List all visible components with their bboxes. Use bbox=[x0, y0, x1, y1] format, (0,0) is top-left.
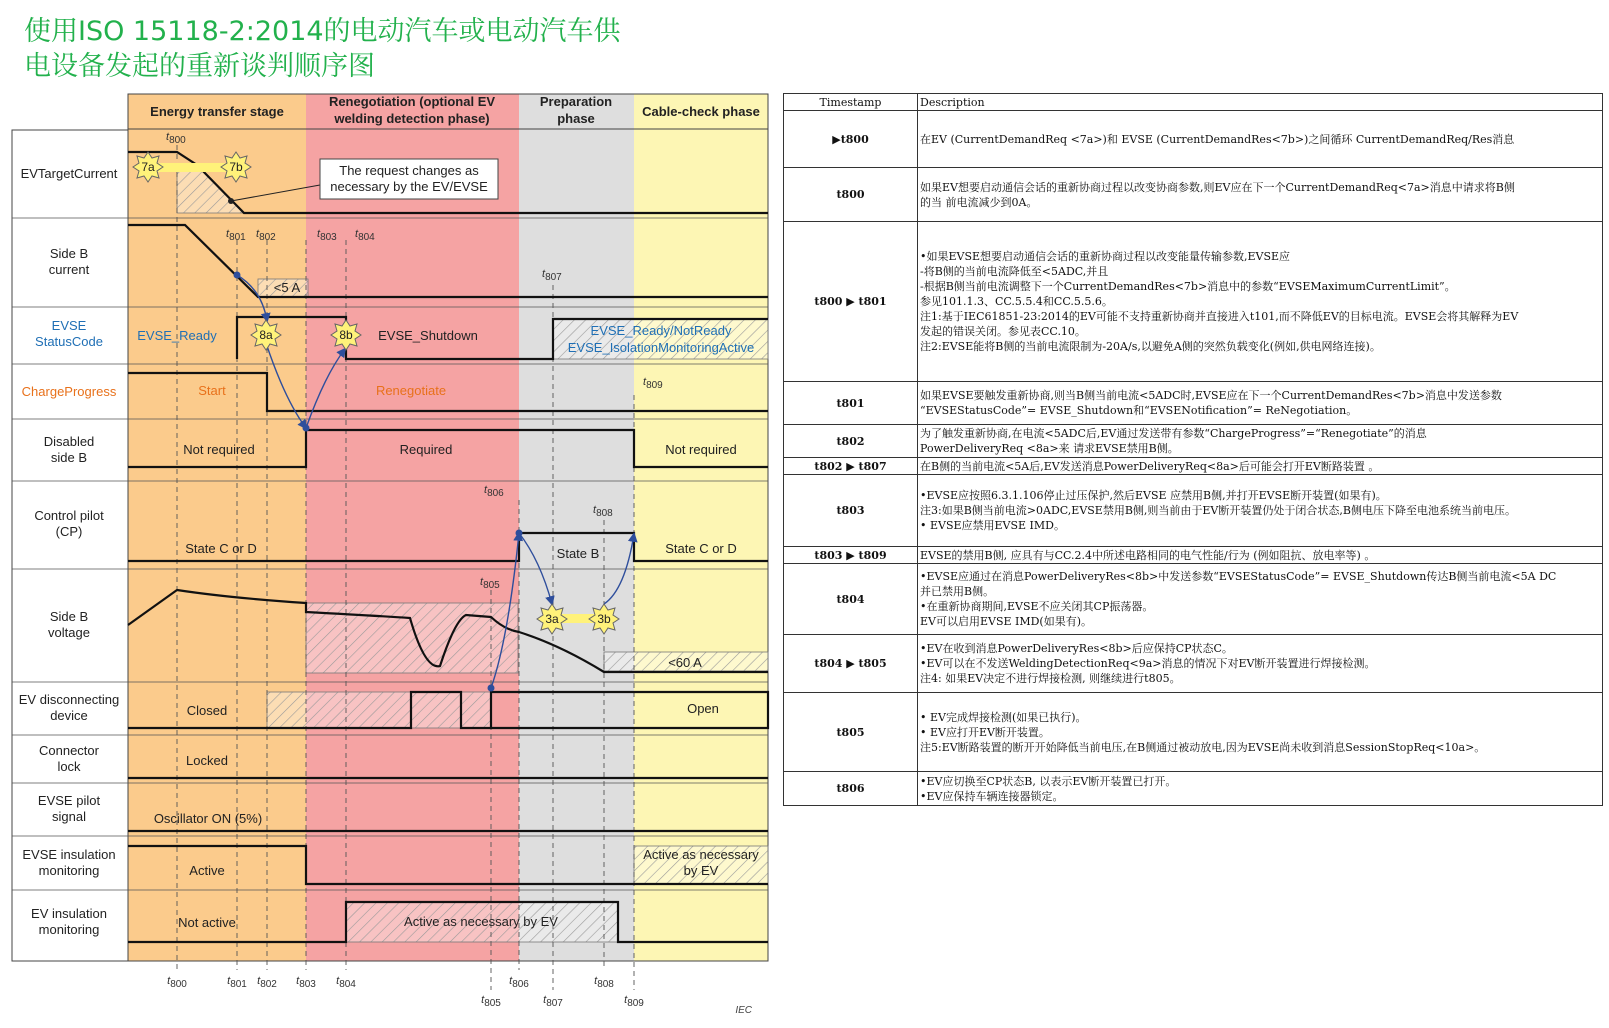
desc-line: •EVSE应按照6.3.1.106停止过压保护,然后EVSE 应禁用B侧,并打开EVSE断开装置(如果有)。 bbox=[920, 489, 1387, 502]
row-description bbox=[918, 222, 1603, 382]
desc-line: 注4: 如果EV决定不进行焊接检测, 则继续进行t805。 bbox=[920, 672, 1181, 685]
row-timestamp: t800 ▶ t801 bbox=[784, 222, 918, 382]
row-label-evse-pilot-2: signal bbox=[52, 809, 86, 824]
bottom-t806: t806 bbox=[509, 975, 529, 990]
desc-line: •EVSE应通过在消息PowerDeliveryRes<8b>中发送参数“EVSEStatusCode”= EVSE_Shutdown传达B侧当前电流<5A DC bbox=[920, 570, 1557, 583]
row-label-charge-progress: ChargeProgress bbox=[21, 384, 117, 399]
desc-line: 注2:EVSE能将B侧的当前电流限制为-20A/s,以避免A侧的突然负载变化(例如,供电网络连接)。 bbox=[920, 340, 1381, 353]
top-t808: t808 bbox=[593, 504, 613, 519]
row-label-control-pilot-2: (CP) bbox=[55, 524, 83, 539]
desc-line: •EV可以在不发送WeldingDetectionReq<9a>消息的情况下对EV断开装置进行焊接检测。 bbox=[920, 657, 1376, 670]
table-header-row bbox=[784, 94, 1603, 111]
desc-line: • EV完成焊接检测(如果已执行)。 bbox=[920, 710, 1087, 724]
bottom-t805: t805 bbox=[481, 994, 501, 1009]
row-label-control-pilot-1: Control pilot bbox=[34, 508, 104, 523]
bottom-t801: t801 bbox=[227, 975, 247, 990]
row-description bbox=[918, 635, 1603, 693]
row-label-disabled-side-b-2: side B bbox=[50, 450, 88, 465]
label-evse-ready: EVSE_Ready bbox=[137, 328, 217, 343]
top-t801: t801 bbox=[226, 228, 246, 243]
table-row bbox=[784, 475, 1603, 547]
desc-line: •EV应保持车辆连接器锁定。 bbox=[920, 789, 1064, 803]
bottom-t807: t807 bbox=[543, 994, 563, 1009]
timestamp-table bbox=[783, 93, 1603, 806]
label-renegotiate: Renegotiate bbox=[375, 383, 447, 398]
row-label-side-b-voltage-2: voltage bbox=[48, 625, 90, 640]
label-not-required-2: Not required bbox=[665, 442, 737, 457]
row-label-ev-disconnecting-2: device bbox=[50, 708, 88, 723]
desc-line: •如果EVSE想要启动通信会话的重新协商过程以改变能量传输参数,EVSE应 bbox=[920, 250, 1291, 263]
desc-line: 发起的错误关闭。参见表CC.10。 bbox=[920, 325, 1086, 338]
top-t804: t804 bbox=[355, 228, 375, 243]
top-t802: t802 bbox=[256, 228, 276, 243]
top-t807: t807 bbox=[542, 268, 562, 283]
label-not-required: Not required bbox=[183, 442, 255, 457]
row-description bbox=[918, 475, 1603, 547]
desc-line: 参见101.1.3、CC.5.5.4和CC.5.5.6。 bbox=[920, 295, 1113, 308]
top-t805: t805 bbox=[480, 576, 500, 591]
phase-renegotiation-2: welding detection phase) bbox=[334, 111, 490, 126]
sequence-diagram bbox=[0, 0, 770, 1028]
badge-8a-label: 8a bbox=[259, 328, 273, 342]
header-timestamp: Timestamp bbox=[784, 94, 918, 111]
row-description bbox=[918, 382, 1603, 425]
desc-line: -根据B侧当前电流调整下一个CurrentDemandRes<7b>消息中的参数“EVSEMaximumCurrentLimit”。 bbox=[920, 280, 1456, 293]
desc-line: 注1:基于IEC61851-23:2014的EV可能不支持重新协商并直接进入t101,而不降低EV的目标电流。EVSE会将其解释为EV bbox=[920, 310, 1519, 323]
row-description bbox=[918, 111, 1603, 168]
row-description bbox=[918, 772, 1603, 806]
label-active-necessary-1: Active as necessary bbox=[643, 847, 759, 862]
desc-line: 注3:如果B侧当前电流>0ADC,EVSE禁用B侧,则当前由于EV断开装置仍处于闭合状态,B侧电压下降至电池系统当前电压。 bbox=[920, 504, 1516, 517]
desc-line: •EV在收到消息PowerDeliveryRes<8b>后应保持CP状态C。 bbox=[920, 642, 1233, 655]
label-locked: Locked bbox=[186, 753, 228, 768]
row-label-ev-insulation-2: monitoring bbox=[38, 922, 100, 937]
desc-line: “EVSEStatusCode”= EVSE_Shutdown和“EVSENotification”= ReNegotiation。 bbox=[920, 404, 1358, 417]
bottom-t802: t802 bbox=[257, 975, 277, 990]
bottom-t804: t804 bbox=[336, 975, 356, 990]
label-state-c-or-d-2: State C or D bbox=[665, 541, 737, 556]
row-label-ev-insulation-1: EV insulation bbox=[31, 906, 107, 921]
desc-line: • EVSE应禁用EVSE IMD。 bbox=[920, 519, 1065, 532]
bottom-t808: t808 bbox=[594, 975, 614, 990]
desc-line: 如果EVSE要触发重新协商,则当B侧当前电流<5ADC时,EVSE应在下一个CurrentDemandRes<7b>消息中发送参数 bbox=[920, 389, 1502, 402]
row-label-evse-insulation-1: EVSE insulation bbox=[22, 847, 116, 862]
row-timestamp: t804 bbox=[784, 564, 918, 635]
row-label-connector-lock-2: lock bbox=[57, 759, 81, 774]
badge-3a-label: 3a bbox=[545, 612, 559, 626]
desc-line: 如果EV想要启动通信会话的重新协商过程以改变协商参数,则EV应在下一个CurrentDemandReq<7a>消息中请求将B侧 bbox=[920, 180, 1515, 194]
desc-line: 的当 前电流减少到0A。 bbox=[920, 195, 1038, 209]
table-row bbox=[784, 382, 1603, 425]
desc-line: 在EV (CurrentDemandReq <7a>)和 EVSE (CurrentDemandRes<7b>)之间循环 CurrentDemandReq/Res消息 bbox=[920, 132, 1515, 146]
title-line-1: 使用ISO 15118-2:2014的电动汽车或电动汽车供 bbox=[24, 16, 621, 47]
table-row bbox=[784, 564, 1603, 635]
row-timestamp: t806 bbox=[784, 772, 918, 806]
row-label-evse-pilot-1: EVSE pilot bbox=[37, 793, 101, 808]
table-row bbox=[784, 111, 1603, 168]
desc-line: -将B侧的当前电流降低至<5ADC,并且 bbox=[920, 265, 1109, 278]
row-description bbox=[918, 458, 1603, 475]
desc-line: 并已禁用B侧。 bbox=[920, 585, 995, 598]
row-label-connector-lock-1: Connector bbox=[39, 743, 99, 758]
top-t800: t800 bbox=[166, 131, 186, 146]
row-label-ev-target-current: EVTargetCurrent bbox=[20, 166, 118, 181]
row-description bbox=[918, 564, 1603, 635]
row-label-evse-insulation-2: monitoring bbox=[38, 863, 100, 878]
phase-preparation-2: phase bbox=[557, 111, 595, 126]
row-description bbox=[918, 425, 1603, 458]
table-row bbox=[784, 693, 1603, 772]
table-row bbox=[784, 168, 1603, 222]
phase-cable-check: Cable-check phase bbox=[642, 104, 760, 119]
row-description bbox=[918, 168, 1603, 222]
label-state-c-or-d: State C or D bbox=[185, 541, 257, 556]
label-start: Start bbox=[198, 383, 226, 398]
label-closed: Closed bbox=[186, 703, 228, 718]
desc-line: EV可以启用EVSE IMD(如果有)。 bbox=[920, 615, 1093, 628]
bottom-t803: t803 bbox=[296, 975, 316, 990]
row-label-side-b-current-2: current bbox=[48, 262, 90, 277]
desc-line: 为了触发重新协商,在电流<5ADC后,EV通过发送带有参数“ChargeProgress”=“Renegotiate”的消息 bbox=[920, 427, 1427, 440]
desc-line: • EV应打开EV断开装置。 bbox=[920, 725, 1050, 739]
desc-line: •在重新协商期间,EVSE不应关闭其CP振荡器。 bbox=[920, 600, 1154, 613]
top-t806: t806 bbox=[484, 484, 504, 499]
table-row bbox=[784, 772, 1603, 806]
top-t803: t803 bbox=[317, 228, 337, 243]
top-t809: t809 bbox=[643, 376, 663, 391]
row-timestamp: t802 ▶ t807 bbox=[784, 458, 918, 475]
phase-renegotiation-1: Renegotiation (optional EV bbox=[328, 94, 496, 109]
title-line-2: 电设备发起的重新谈判顺序图 bbox=[24, 51, 375, 82]
label-required: Required bbox=[399, 442, 453, 457]
row-description bbox=[918, 693, 1603, 772]
label-state-b: State B bbox=[556, 546, 600, 561]
callout-line-2: necessary by the EV/EVSE bbox=[330, 179, 488, 194]
row-label-evse-statuscode-2: StatusCode bbox=[35, 334, 103, 349]
label-active: Active bbox=[189, 863, 225, 878]
table-row bbox=[784, 222, 1603, 382]
badge-8b-label: 8b bbox=[339, 328, 353, 342]
row-timestamp: ▶t800 bbox=[784, 111, 918, 168]
hatch-ev-disconnecting bbox=[267, 692, 491, 728]
desc-line: 注5:EV断路装置的断开开始降低当前电压,在B侧通过被动放电,因为EVSE尚未收到消息SessionStopReq<10a>。 bbox=[920, 740, 1486, 754]
label-active-necessary-ev: Active as necessary by EV bbox=[404, 914, 558, 929]
row-description bbox=[918, 547, 1603, 564]
desc-line: EVSE的禁用B侧, 应具有与CC.2.4中所述电路相同的电气性能/行为 (例如阻抗、放电率等) 。 bbox=[920, 548, 1376, 562]
row-label-ev-disconnecting-1: EV disconnecting bbox=[18, 692, 120, 707]
badge-7b-label: 7b bbox=[229, 160, 243, 174]
label-active-necessary-2: by EV bbox=[683, 863, 719, 878]
bottom-t809: t809 bbox=[624, 994, 644, 1009]
row-timestamp: t803 bbox=[784, 475, 918, 547]
row-timestamp: t803 ▶ t809 bbox=[784, 547, 918, 564]
label-not-active: Not active bbox=[178, 915, 236, 930]
row-label-side-b-current-1: Side B bbox=[49, 246, 89, 261]
desc-line: PowerDeliveryReq <8a>来 请求EVSE禁用B侧。 bbox=[920, 442, 1179, 455]
table-row bbox=[784, 547, 1603, 564]
header-description: Description bbox=[918, 94, 1603, 111]
row-timestamp: t802 bbox=[784, 425, 918, 458]
label-open: Open bbox=[687, 701, 719, 716]
callout-line-1: The request changes as bbox=[339, 163, 479, 178]
label-iec: IEC bbox=[735, 1005, 752, 1016]
badge-7a-label: 7a bbox=[141, 160, 155, 174]
row-label-evse-statuscode-1: EVSE bbox=[51, 318, 87, 333]
table-row bbox=[784, 425, 1603, 458]
label-lt5a: <5 A bbox=[273, 280, 301, 295]
row-timestamp: t805 bbox=[784, 693, 918, 772]
phase-preparation-1: Preparation bbox=[539, 94, 613, 109]
label-evse-shutdown: EVSE_Shutdown bbox=[378, 328, 478, 343]
row-timestamp: t801 bbox=[784, 382, 918, 425]
desc-line: 在B侧的当前电流<5A后,EV发送消息PowerDeliveryReq<8a>后可能会打开EV断路装置 。 bbox=[920, 459, 1380, 473]
desc-line: •EV应切换至CP状态B, 以表示EV断开装置已打开。 bbox=[920, 774, 1177, 788]
row-label-disabled-side-b-1: Disabled bbox=[43, 434, 95, 449]
label-evse-isolation: EVSE_IsolationMonitoringActive bbox=[567, 340, 755, 355]
row-label-side-b-voltage-1: Side B bbox=[49, 609, 89, 624]
row-timestamp: t804 ▶ t805 bbox=[784, 635, 918, 693]
table-row bbox=[784, 635, 1603, 693]
label-evse-ready-notready: EVSE_Ready/NotReady bbox=[590, 323, 732, 338]
label-oscillator: Oscillator ON (5%) bbox=[153, 811, 263, 826]
label-lt60a: <60 A bbox=[668, 655, 702, 670]
badge-3b-label: 3b bbox=[597, 612, 611, 626]
row-timestamp: t800 bbox=[784, 168, 918, 222]
phase-energy-transfer: Energy transfer stage bbox=[150, 104, 284, 119]
bottom-t800: t800 bbox=[167, 975, 187, 990]
table-row bbox=[784, 458, 1603, 475]
